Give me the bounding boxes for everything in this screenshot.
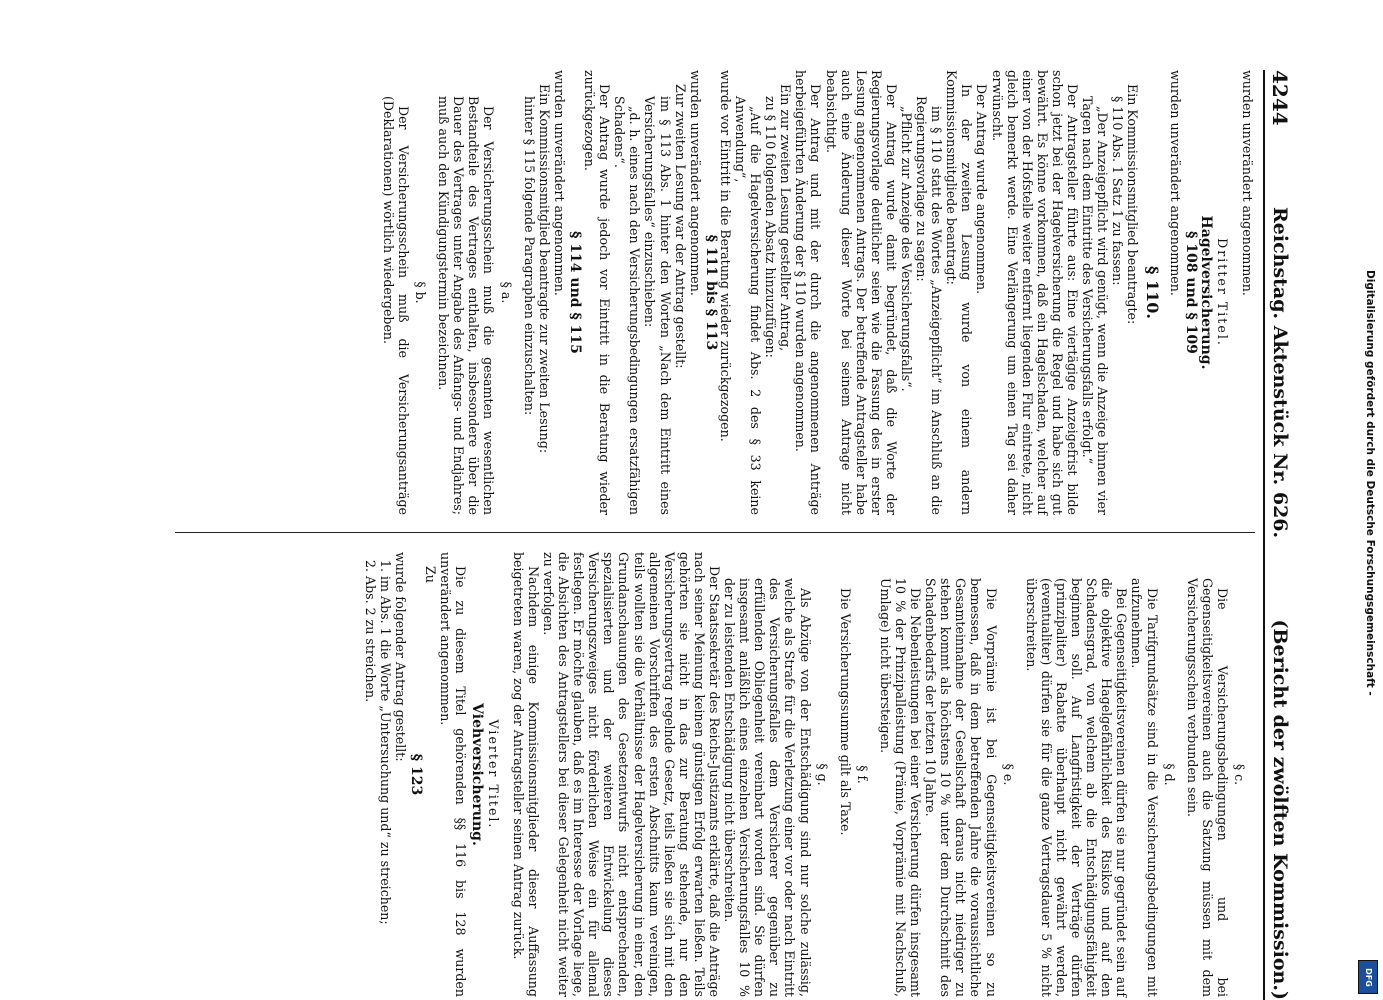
paragraph: „Auf die Hagelversicherung findet Abs. 2 des § 33 keine Anwendung“, — [733, 96, 764, 515]
paragraph: Der Antrag wurde damit begründet, daß die Worte der Regierungsvorlage deutlicher seien wie die Fassung des in erster Lesung angenommenen Antrags. Der betreffende Antragsteller habe auch eine Änderung dieser Worte bei seinem Antrage nicht beabsichtigt. — [823, 70, 899, 515]
dfg-logo — [1358, 960, 1378, 994]
paragraph: § 110 Abs. 1 Satz 1 zu fassen: — [1110, 96, 1126, 286]
paragraph: Nachdem einige Kommissionsmitglieder dieser Auffassung beigetreten waren, zog der Antragsteller seinen Antrag zurück. — [510, 552, 541, 997]
dfg-logo-text: DFG — [1363, 967, 1373, 987]
paragraph: wurden unverändert angenommen. — [687, 70, 703, 296]
credit-text: Digitalisierung gefördert durch die Deutsche Forschungsgemeinschaft - — [1364, 270, 1376, 696]
paragraph: „d. h. eines nach den Versicherungsbedingungen ersatzfähigen Schadens“. — [612, 96, 643, 515]
paragraph: Die Versicherungsbedingungen und bei Gegenseitigkeitsvereinen auch die Satzung müssen mit dem Versicherungsschein verbunden sein. — [1184, 578, 1230, 997]
title-heading: Vierter Titel. — [485, 719, 501, 830]
paragraph: Als Abzüge von der Entschädigung sind nur solche zulässig, welche als Strafe für die Verletzung einer vor oder nach Eintritt des Versicherungsfalles dem Versicherer gegenüber zu erfüllenden Obliegenheit vereinbart worden sind. Sie dürfen insgesamt anläßlich eines einzelnen Versicherungsfalles 10 % der zu leistenden Entschädigung nicht überschreiten. — [722, 578, 813, 997]
page-header — [1263, 70, 1295, 1000]
column-divider — [175, 532, 1255, 533]
section-heading: § 123 — [408, 753, 425, 796]
paragraph: Die zu diesem Titel gehörenden §§ 116 bis 128 wurden unverändert angenommen. — [438, 552, 469, 997]
paragraph: wurde vor Eintritt in die Beratung wieder zurückgezogen. — [717, 70, 733, 442]
paragraph: 2. Abs. 2 zu streichen. — [362, 560, 378, 703]
paragraph: wurde folgender Antrag gestellt: — [393, 552, 409, 762]
paragraph: Der Antrag und mit der durch die angenommenen Anträge herbeigeführten Änderung der § 110 wurden angenommen. — [793, 70, 824, 515]
paragraph: Ein Kommissionsmitglied beantragte zur zweiten Lesung: — [536, 84, 552, 454]
paragraph: In der zweiten Lesung wurde von einem andern Kommissionsmitgliede beantragt: — [944, 70, 975, 515]
paragraph: wurden unverändert angenommen. — [1167, 70, 1183, 296]
section-heading: § 111 bis § 113 — [702, 234, 719, 351]
section-heading: § b. — [413, 281, 429, 304]
paragraph: Die Tarifgrundsätze sind in die Versicherungsbedingungen mit aufzunehmen. — [1129, 578, 1160, 997]
section-heading: Hagelversicherung. — [1197, 215, 1214, 370]
digitization-credit — [1358, 270, 1378, 995]
paragraph: Zu — [423, 566, 439, 583]
rotated-page-content — [75, 70, 1295, 1000]
paragraph: wurden unverändert angenommen. — [551, 70, 567, 296]
section-heading: § d. — [1161, 763, 1177, 786]
right-column — [363, 552, 1255, 997]
paragraph: Die Vorprämie ist bei Gegenseitigkeitsvereinen so zu bemessen, daß in dem betreffenden Jahre die voraussichtliche Gesamteinnahme der Gesellschaft daraus nicht niedriger zu stehen kommt als höchstens 10 % unter dem Durchschnitt des Schadenbedarfs der letzten 10 Jahre. — [923, 578, 999, 997]
left-column — [381, 70, 1255, 515]
paragraph: Der Antrag wurde jedoch vor Eintritt in die Beratung wieder zurückgezogen. — [582, 70, 613, 515]
page-number: 4244 — [1268, 70, 1292, 126]
section-heading: § 108 und § 109 — [1182, 231, 1199, 354]
paragraph: Die Nebenleistungen bei einer Versicherung dürfen insgesamt 10 % der Prinzipalleistung (Prämie, Vorprämie mit Nachschuß, Umlage) nicht übersteigen. — [877, 578, 924, 997]
paragraph: hinter § 115 folgende Paragraphen einzuschalten: — [521, 96, 537, 416]
section-heading: § g. — [814, 763, 830, 786]
section-heading: § f. — [854, 765, 870, 784]
paragraph: Bei Gegenseitigkeitsvereinen dürfen sie nur gegründet sein auf die objektive Hagelgefährlichkeit des Risikos und auf den Schadensgrad, von welchem ab die Entschädigungsfähigkeit beginnen soll. Auf Langfristigkeit der Verträge dürfen (prinzipaliter) Rabatte überhaupt nicht gewährt werden, (eventualiter) dürfen sie für die ganze Vertragsdauer 5 % nicht überschreiten. — [1023, 578, 1130, 997]
paragraph: zu § 110 folgenden Absatz hinzuzufügen: — [763, 96, 779, 358]
paragraph: Der Antragsteller führte aus: Eine viertägige Anzeigefrist bilde schon jetzt bei der Hagelversicherung die Regel und habe sich gut bewährt. Es könne vorkommen, daß ein Hagelschaden, welcher auf einer von der Hofstelle weiter entfernt liegenden Flur eintrete, nicht gleich bemerkt werde. Eine Verlängerung um einen Tag sei daher erwünscht. — [989, 70, 1081, 515]
paragraph: „Pflicht zur Anzeige des Versicherungsfalls“. — [899, 106, 915, 392]
section-heading: § c. — [1232, 763, 1247, 786]
section-heading: Viehversicherung. — [468, 703, 485, 846]
paragraph: Die Versicherungssumme gilt als Taxe. — [837, 588, 853, 836]
section-heading: § e. — [1000, 763, 1016, 786]
section-heading: § 110. — [1142, 266, 1162, 319]
paragraph: Der Staatssekretär des Reichs-Justizamts erklärte, daß die Anträge nach seiner Meinung keinen günstigen Erfolg erwarten ließen. Teils gehörten sie nicht in das zur Beratung stehende, nur den Versicherungsvertrag regelnde Gesetz, teils ließen sie sich mit den allgemeinen Vorschriften des ersten Abschnitts kaum vereinigen, teils wollten sie die Verhältnisse der Hagelversicherung in einer, den Grundanschauungen des Gesetzentwurfs nicht entsprechenden, spezialisierten und der weiteren Entwickelung dieses Versicherungszweiges nicht förderlichen Weise ein für allemal festlegen. Er möchte glauben, daß es im Interesse der Vorlage liege, die Absichten des Antragstellers bei dieser Gelegenheit nicht weiter zu verfolgen. — [540, 552, 722, 997]
paragraph: im § 113 Abs. 1 hinter den Worten „Nach dem Eintritt eines Versicherungsfalles“ einzuschieben: — [642, 96, 673, 515]
paragraph: im § 110 statt des Wortes „Anzeigepflicht“ im Anschluß an die Regierungsvorlage zu sagen: — [914, 96, 945, 515]
header-title: Reichstag. Aktenstück Nr. 626. — [1269, 206, 1291, 539]
section-heading: § a. — [498, 281, 514, 304]
paragraph: Der Versicherungsschein muß die Versicherungsanträge (Deklarationen) wörtlich wiedergeben. — [380, 96, 412, 515]
paragraph: Ein zur zweiten Lesung gestellter Antrag, — [778, 84, 794, 352]
paragraph: 1. im Abs. 1 die Worte „Untersuchung und“ zu streichen; — [378, 560, 394, 925]
paragraph: Der Versicherungsschein muß die gesamten wesentlichen Bestandteile des Vertrages enthalten, insbesondere über die Dauer des Vertrages unter Angabe des Anfangs- und Endjahres; muß auch den Kündigungstermin bezeichnen. — [436, 96, 497, 515]
paragraph: Zur zweiten Lesung war der Antrag gestellt: — [672, 84, 688, 369]
section-heading: § 114 und § 115 — [566, 231, 583, 354]
paragraph: „Der Anzeigepflicht wird genügt, wenn die Anzeige binnen vier Tagen nach dem Eintritte des Versicherungsfalls erfolgt.“ — [1080, 96, 1111, 515]
title-heading: Dritter Titel. — [1214, 238, 1230, 347]
paragraph: wurden unverändert angenommen. — [1240, 70, 1255, 296]
paragraph: Ein Kommissionsmitglied beantragte: — [1125, 84, 1141, 325]
header-subtitle: (Bericht der zwölften Kommission.) — [1269, 619, 1291, 1000]
paragraph: Der Antrag wurde angenommen. — [974, 84, 990, 295]
